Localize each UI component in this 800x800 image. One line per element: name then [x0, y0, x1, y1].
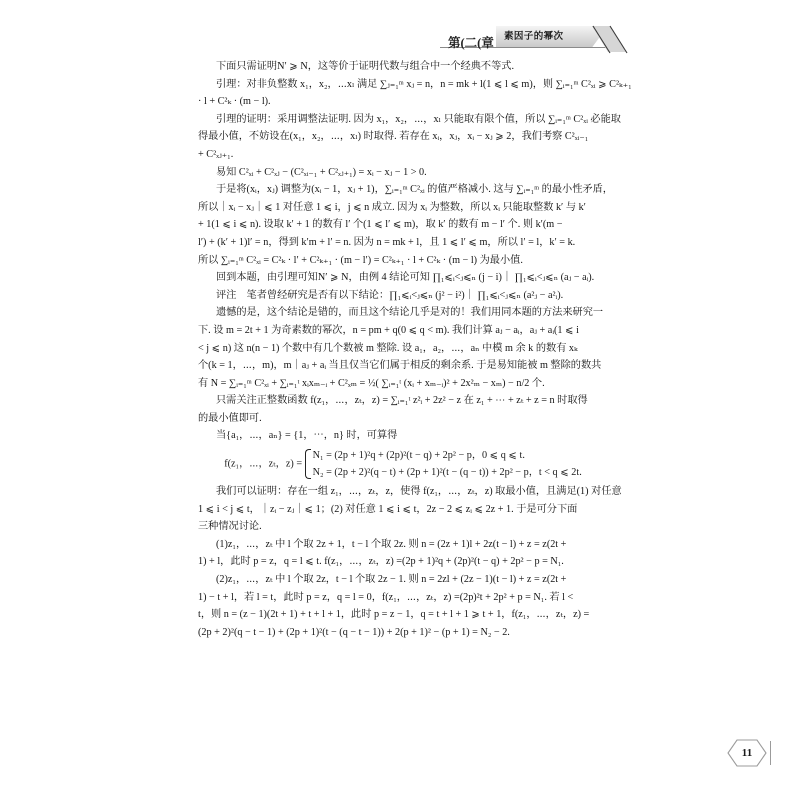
paragraph-line: 下面只需证明N′ ⩾ N，这等价于证明代数与组合中一个经典不等式. — [216, 61, 514, 72]
running-head-slash-icon — [590, 24, 628, 54]
paragraph-line: + 1(1 ⩽ i ⩽ n). 设取 k′ + 1 的数有 l′ 个(1 ⩽ l′ ⩽ m)，取 k′ 的数有 m − l′ 个. 则 k′(m − — [198, 219, 563, 231]
paragraph-line: 所以｜xᵢ − xⱼ｜⩽ 1 对任意 1 ⩽ i，j ⩽ n 成立. 因为 xᵢ 为整数，所以 xᵢ 只能取整数 k′ 与 k′ — [198, 201, 586, 213]
paragraph-line: 的最小值即可. — [198, 412, 262, 424]
paragraph-line: + C²ₓⱼ₊₁. — [198, 148, 234, 160]
paragraph-line: (1)z₁，⋯，zₜ 中 l 个取 2z + 1，t − l 个取 2z. 则 n = (2z + 1)l + 2z(t − l) + z = z(2t + — [216, 538, 567, 550]
running-head — [440, 24, 630, 58]
paragraph-line: 1) − t + l，若 l = t，此时 p = z，q = l = 0，f(z₁，⋯，zₜ，z) =(2p)²t + 2p² + p = N₁. 若 l < — [198, 591, 574, 603]
paragraph-line: 1 ⩽ i < j ⩽ t，｜zᵢ − zⱼ｜⩽ 1；(2) 对任意 1 ⩽ i ⩽ t，2z − 2 ⩽ zᵢ ⩽ 2z + 1. 于是可分下面 — [198, 503, 578, 515]
paragraph-line: 下. 设 m = 2t + 1 为奇素数的幂次，n = pm + q(0 ⩽ q < m). 我们计算 aⱼ − aᵢ，aⱼ + aᵢ(1 ⩽ i — [198, 324, 579, 336]
paragraph-line: 回到本题，由引理可知N′ ⩾ N，由例 4 结论可知 ∏₁⩽ᵢ<ⱼ⩽ₙ (j − i)｜ ∏₁⩽ᵢ<ⱼ⩽ₙ (aⱼ − aᵢ). — [216, 272, 595, 284]
paragraph-line: t，则 n = (z − 1)(2t + 1) + t + l + 1，此时 p = z − 1，q = t + l + 1 ⩾ t + 1，f(z₁，⋯，zₜ，z) = — [198, 609, 590, 621]
folio-inner — [727, 738, 767, 768]
paragraph-line: 个(k = 1，⋯，m)，m｜aⱼ + aᵢ 当且仅当它们属于相反的剩余系. 于是易知能被 m 整除的数共 — [198, 360, 602, 372]
paragraph-line: (2)z₁，⋯，zₜ 中 l 个取 2z，t − l 个取 2z − 1. 则 n = 2zl + (2z − 1)(t − l) + z = z(2t + — [216, 574, 567, 586]
folio-tick-rule — [770, 741, 771, 765]
paragraph-line: (2p + 2)²(q − t − 1) + (2p + 1)²(t − (q − t − 1)) + 2(p + 1)² − (p + 1) = N₂ − 2. — [198, 626, 510, 638]
display-formula-lhs: f(z₁，⋯，zₜ，z) = — [224, 458, 303, 470]
chapter-badge-text: 第(二(章 — [448, 36, 494, 50]
paragraph-line: 引理的证明：采用调整法证明. 因为 x₁，x₂，⋯，xₗ 只能取有限个值，所以 ∑ᵢ₌₁ᵐ C²ₓᵢ 必能取 — [216, 113, 621, 125]
case-row-2: N₂ = (2p + 2)²(q − t) + (2p + 1)²(t − (q − t)) + 2p² − p，t < q ⩽ 2t. — [312, 467, 582, 479]
paragraph-line: 我们可以证明：存在一组 z₁，⋯，zₜ，z，使得 f(z₁，⋯，zₜ，z) 取最小值，且满足(1) 对任意 — [216, 486, 622, 498]
paragraph-line: 1) + l，此时 p = z，q = l ⩽ t. f(z₁，⋯，zₜ，z) =(2p + 1)²q + (2p)²(t − q) + 2p² − p = N₁. — [198, 556, 564, 568]
display-formula — [198, 447, 608, 481]
paragraph-line: < j ⩽ n) 这 n(n − 1) 个数中有几个数被 m 整除. 设 a₁，a₂，⋯，aₙ 中模 m 余 k 的数有 xₖ — [198, 342, 578, 354]
paragraph-line: 评注 笔者曾经研究是否有以下结论：∏₁⩽ᵢ<ⱼ⩽ₙ (j² − i²)｜ ∏₁⩽ᵢ<ⱼ⩽ₙ (a²ⱼ − a²ᵢ). — [216, 289, 564, 301]
body-text-column — [198, 58, 632, 641]
paragraph-line: 当{a₁，⋯，aₙ} = {1，⋯，n} 时，可算得 — [216, 430, 398, 442]
paragraph-line: l′) + (k′ + 1)l′ = n，得到 k′m + l′ = n. 因为 n = mk + l，且 1 ⩽ l′ ⩽ m，所以 l′ = l，k′ = k. — [198, 236, 576, 248]
case-row-1: N₁ = (2p + 1)²q + (2p)²(t − q) + 2p² − p，0 ⩽ q ⩽ t. — [312, 450, 525, 462]
running-head-title: 素因子的幂次 — [504, 32, 564, 42]
paragraph-line: 于是将(xᵢ，xⱼ) 调整为(xᵢ − 1，xⱼ + 1)，∑ᵢ₌₁ᵐ C²ₓᵢ 的值严格减小. 这与 ∑ᵢ₌₁ᵐ 的最小性矛盾， — [216, 184, 613, 196]
paragraph-line: 只需关注正整数函数 f(z₁，⋯，zₜ，z) = ∑ᵢ₌₁ᵗ z²ᵢ + 2z² − z 在 z₁ + ⋯ + zₜ + z = n 时取得 — [216, 395, 588, 407]
paragraph-line: 得最小值，不妨设在(x₁，x₂，⋯，xₗ) 时取得. 若存在 xᵢ，xⱼ，xᵢ − xⱼ ⩾ 2，我们考察 C²ₓᵢ₋₁ — [198, 131, 589, 143]
cases-brace — [305, 447, 582, 481]
chapter-badge — [448, 33, 494, 51]
paragraph-line: 遗憾的是，这个结论是错的，而且这个结论几乎是对的！我们用同本题的方法来研究一 — [216, 307, 604, 319]
page-number: 11 — [741, 747, 753, 759]
paragraph-line: 引理：对非负整数 x₁，x₂，⋯xₗ 满足 ∑ⱼ₌₁ᵐ xⱼ = n，n = mk + l(1 ⩽ l ⩽ m)，则 ∑ᵢ₌₁ᵐ C²ₓᵢ ⩾ C²ₖ₊₁ — [216, 78, 632, 90]
page-number-folio — [727, 738, 767, 768]
paragraph-line: 所以 ∑ᵢ₌₁ᵐ C²ₓᵢ = C²ₖ · l′ + C²ₖ₊₁ · (m − l′) = C²ₖ₊₁ · l + C²ₖ · (m − l) 为最小值. — [198, 254, 523, 266]
paragraph-line: 易知 C²ₓᵢ + C²ₓⱼ − (C²ₓᵢ₋₁ + C²ₓⱼ₊₁) = xᵢ − xⱼ − 1 > 0. — [216, 166, 427, 178]
paragraph-line: · l + C²ₖ · (m − l). — [198, 96, 271, 108]
paragraph-line: 有 N = ∑ᵢ₌₁ᵐ C²ₓᵢ + ∑ᵢ₌₁ᵗ xᵢxₘ₋ᵢ + C²ₓₘ = ½( ∑ᵢ₌₁ᵗ (xᵢ + xₘ₋ᵢ)² + 2x²ₘ − xₘ) − n/2 个. — [198, 377, 545, 389]
paragraph-line: 三种情况讨论. — [198, 521, 262, 533]
